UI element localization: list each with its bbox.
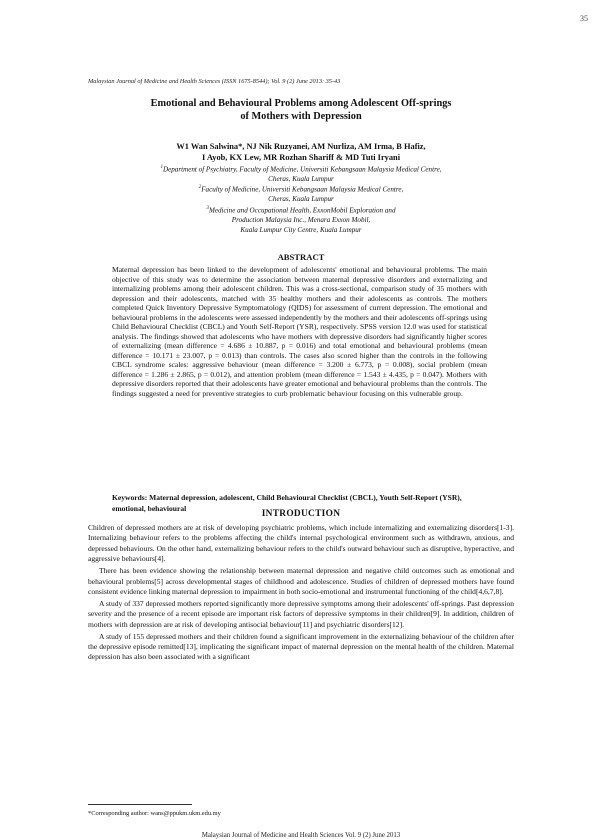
affiliation-1-line-1: Department of Psychiatry, Faculty of Medicine, Universiti Kebangsaan Malaysia Medical Centre, [162, 165, 442, 174]
affiliation-3-line-2: Production Malaysia Inc., Menara Exxon Mobil, [231, 215, 371, 224]
affiliation-1-line-2: Cheras, Kuala Lumpur [268, 174, 334, 183]
intro-paragraph-1: Children of depressed mothers are at risk of developing psychiatric problems, which include internalizing and externalizing disorders[1-3]. Internalizing behaviour refers to the problems affecting the child's internal psychological environment such as withdrawn, anxious, and depressed behaviours. On the other hand, externalizing behaviour refers to the child's outward behaviour such as disruptive, hyperactive, and aggressive behaviours[4]. [88, 523, 514, 564]
footnote-divider [88, 804, 192, 805]
affiliation-2-line-2: Cheras, Kuala Lumpur [268, 194, 334, 203]
page-footer: Malaysian Journal of Medicine and Health Sciences Vol. 9 (2) June 2013 [201, 832, 401, 839]
intro-paragraph-4: A study of 155 depressed mothers and their children found a significant improvement in the externalizing behaviour of the children after the depressive episode remitted[13], implicating the significant impact of maternal depression on the mental health of the children. Maternal depression has also been associated with a significant [88, 631, 514, 662]
running-head: Malaysian Journal of Medicine and Health Sciences (ISSN 1675-8544); Vol. 9 (2) June 2013: 35-43 [88, 78, 341, 85]
affiliation-1-marker: 1 [160, 165, 163, 170]
author-list [88, 141, 514, 163]
introduction-body [88, 523, 514, 664]
affiliation-2-marker: 2 [198, 185, 202, 190]
affiliation-2-line-1: Faculty of Medicine, Universiti Kebangsaan Malaysia Medical Centre, [201, 185, 404, 194]
corresponding-author-footnote: *Corresponding author: wans@ppukm.ukm.edu.my [88, 810, 221, 817]
title-line-1: Emotional and Behavioural Problems among Adolescent Off-springs [150, 98, 452, 109]
abstract-text: Maternal depression has been linked to the development of adolescents' emotional and behavioural problems. The main objective of this study was to determine the association between maternal depressive disorders and externalizing and internalizing problems among their adolescent children. This was a cross-sectional, comparison study of 35 mothers with depression and their adolescents, matched with 35 healthy mothers and their adolescents as controls. The mothers completed Quick Inventory Depressive Symptomatology (QIDS) for assessment of current depression. The emotional and behavioural problems in the adolescents were assessed independently by the mothers and their adolescents off-springs using Child Behavioural Checklist (CBCL) and Youth Self-Report (YSR), respectively. SPSS version 12.0 was used for statistical analysis. The findings showed that adolescents who have mothers with depressive disorders had significantly higher scores of externalizing (mean difference = 4.686 ± 10.887, p = 0.016) and total emotional and behavioural problems (mean difference = 10.171 ± 23.007, p = 0.013) than controls. The cases also scored higher than the controls in the following CBCL syndrome scales: aggressive behaviour (mean difference = 3.200 ± 6.773, p = 0.008), social problem (mean difference = 1.286 ± 2.865, p = 0.012), and attention problem (mean difference = 1.543 ± 4.435, p = 0.047). Mothers with depressive disorders reported that their adolescents have greater emotional and behavioural problems than the controls. The findings suggested a need for preventive strategies to curb problematic behaviour focusing on this vulnerable group. [112, 265, 487, 398]
page-number: 35 [580, 14, 588, 23]
affiliation-3-line-3: Kuala Lumpur City Centre, Kuala Lumpur [240, 225, 362, 234]
abstract-heading: ABSTRACT [277, 252, 325, 262]
affiliation-2 [88, 183, 514, 205]
affiliation-3-marker: 3 [206, 206, 209, 211]
affiliation-1 [88, 163, 514, 185]
affiliation-3 [88, 204, 514, 235]
introduction-heading: INTRODUCTION [261, 509, 341, 519]
authors-line-1: W1 Wan Salwina*, NJ Nik Ruzyanei, AM Nurliza, AM Irma, B Hafiz, [176, 142, 426, 151]
keywords: Keywords: Maternal depression, adolescent, Child Behavioural Checklist (CBCL), Youth Self-Report (YSR), emotional, behavioural [112, 493, 462, 513]
affiliation-3-line-1: Medicine and Occupational Health, ExxonMobil Exploration and [208, 206, 396, 215]
paper-title [88, 98, 514, 123]
title-line-2: of Mothers with Depression [240, 110, 362, 122]
intro-paragraph-3: A study of 337 depressed mothers reported significantly more depressive symptoms among their adolescents' off-springs. Past depression severity and the presence of a recent episode are important risk factors of depressive symptoms in their children[9]. In addition, children of mothers with depression are at risk of developing antisocial behaviour[11] and psychiatric disorders[12]. [88, 598, 514, 629]
authors-line-2: I Ayob, KX Lew, MR Rozhan Shariff & MD Tuti Iryani [201, 153, 401, 162]
intro-paragraph-2: There has been evidence showing the relationship between maternal depression and negative child outcomes such as emotional and behavioural problems[5] across developmental stages of childhood and adolescence. Studies of children of depressed mothers have found consistent evidence linking maternal depression to impairment in both socio-emotional and instrumental functioning of the child[4,6,7,8]. [88, 566, 514, 596]
